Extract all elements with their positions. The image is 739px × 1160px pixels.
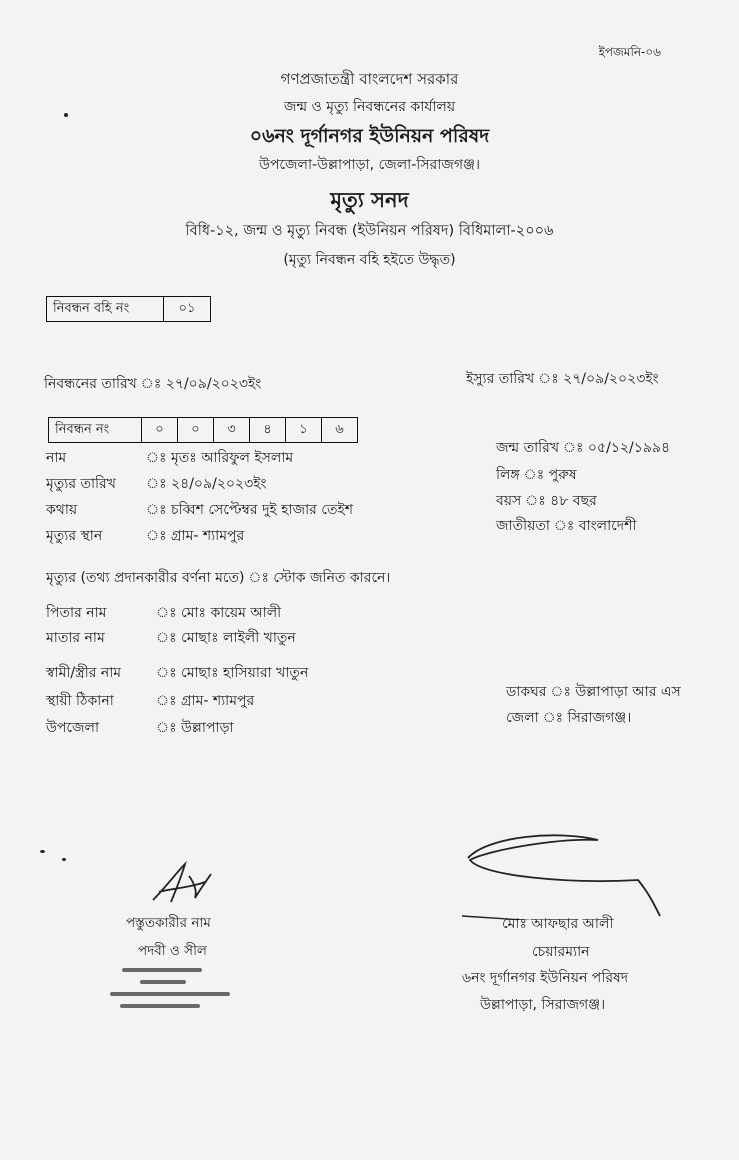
field-mother-name: [46, 626, 296, 650]
field-value: ঃ উল্লাপাড়া: [156, 720, 234, 736]
form-number: ইপজমনি-০৬: [598, 45, 661, 59]
field-value: ঃ গ্রাম- শ্যামপুর: [146, 528, 245, 544]
book-number-value: ০১: [163, 297, 210, 321]
book-number-box: [46, 296, 211, 322]
preparer-designation-label: পদবী ও সীল: [138, 943, 207, 959]
field-nationality: জাতীয়তা ঃ বাংলাদেশী: [496, 518, 637, 534]
registration-number-label: নিবন্ধন নং: [55, 422, 110, 437]
chairman-office: ৬নং দূর্গানগর ইউনিয়ন পরিষদ: [462, 970, 629, 986]
field-label: স্থায়ী ঠিকানা: [46, 693, 114, 709]
field-label: উপজেলা: [46, 720, 100, 736]
union-name: ০৬নং দূর্গানগর ইউনিয়ন পরিষদ: [249, 125, 490, 147]
certificate-title: মৃত্যু সনদ: [330, 188, 409, 212]
registration-date: নিবন্ধনের তারিখ ঃ ২৭/০৯/২০২৩ইং: [44, 376, 262, 392]
reg-digit: ৬: [321, 418, 357, 442]
field-upazila: [46, 716, 234, 740]
reg-digit: ০: [141, 418, 177, 442]
field-father-name: [46, 601, 282, 625]
office-name: জন্ম ও মৃত্যু নিবন্ধনের কার্যালয়: [283, 99, 456, 115]
field-age: বয়স ঃ ৪৮ বছর: [496, 493, 597, 509]
registration-number-box: [48, 417, 358, 443]
book-number-label: নিবন্ধন বহি নং: [53, 301, 130, 316]
cause-of-death: মৃত্যুর (তথ্য প্রদানকারীর বর্ণনা মতে) ঃ স্টোক জনিত কারনে।: [46, 570, 391, 586]
preparer-seal-stamp: [100, 964, 240, 1026]
field-in-words: [46, 498, 354, 522]
field-birth-date: জন্ম তারিখ ঃ ০৫/১২/১৯৯৪: [496, 440, 671, 456]
preparer-signature: [145, 858, 215, 908]
field-value: ঃ ২৪/০৯/২০২৩ইং: [146, 476, 267, 492]
chairman-signature: [448, 830, 678, 920]
reg-digit: ৩: [213, 418, 249, 442]
issue-date: ইস্যুর তারিখ ঃ ২৭/০৯/২০২৩ইং: [466, 371, 659, 387]
field-label: মৃত্যুর স্থান: [46, 528, 103, 544]
field-label: মাতার নাম: [46, 630, 105, 646]
field-gender: লিঙ্গ ঃ পুরুষ: [496, 467, 577, 483]
preparer-name-label: পস্তুতকারীর নাম: [126, 915, 211, 931]
field-death-place: [46, 524, 245, 548]
rule-reference: বিধি-১২, জন্ম ও মৃত্যু নিবন্ধ (ইউনিয়ন পরিষদ) বিধিমালা-২০০৬: [185, 223, 554, 239]
field-name: [46, 446, 294, 470]
chairman-name: মোঃ আফছার আলী: [502, 916, 614, 932]
field-label: নাম: [46, 450, 67, 466]
field-value: ঃ মোছাঃ হাসিয়ারা খাতুন: [156, 665, 309, 681]
ink-speck: [40, 850, 45, 853]
field-label: মৃত্যুর তারিখ: [46, 476, 116, 492]
field-value: ঃ গ্রাম- শ্যামপুর: [156, 693, 255, 709]
field-label: স্বামী/স্ত্রীর নাম: [46, 665, 122, 681]
field-value: ঃ চব্বিশ সেপ্টেম্বর দুই হাজার তেইশ: [146, 502, 354, 518]
field-district: জেলা ঃ সিরাজগঞ্জ।: [506, 710, 632, 726]
chairman-place: উল্লাপাড়া, সিরাজগঞ্জ।: [480, 997, 606, 1013]
ink-speck: [64, 113, 68, 117]
chairman-title: চেয়ারম্যান: [532, 944, 590, 960]
field-death-date: [46, 472, 267, 496]
source-note: (মৃত্যু নিবন্ধন বহি হইতে উদ্ধৃত): [283, 252, 456, 268]
field-label: পিতার নাম: [46, 605, 107, 621]
field-value: ঃ মোছাঃ লাইলী খাতুন: [156, 630, 296, 646]
upazila-district: উপজেলা-উল্লাপাড়া, জেলা-সিরাজগঞ্জ।: [259, 157, 480, 173]
field-label: কথায়: [46, 502, 78, 518]
reg-digit: ০: [177, 418, 213, 442]
field-post-office: ডাকঘর ঃ উল্লাপাড়া আর এস: [506, 684, 681, 700]
field-value: ঃ মৃতঃ আরিফুল ইসলাম: [146, 450, 294, 466]
reg-digit: ৪: [249, 418, 285, 442]
field-value: ঃ মোঃ কায়েম আলী: [156, 605, 282, 621]
field-permanent-address: [46, 689, 255, 713]
govt-name: গণপ্রজাতন্ত্রী বাংলদেশ সরকার: [280, 70, 459, 88]
reg-digit: ১: [285, 418, 321, 442]
ink-speck: [62, 858, 66, 861]
field-spouse-name: [46, 661, 309, 685]
